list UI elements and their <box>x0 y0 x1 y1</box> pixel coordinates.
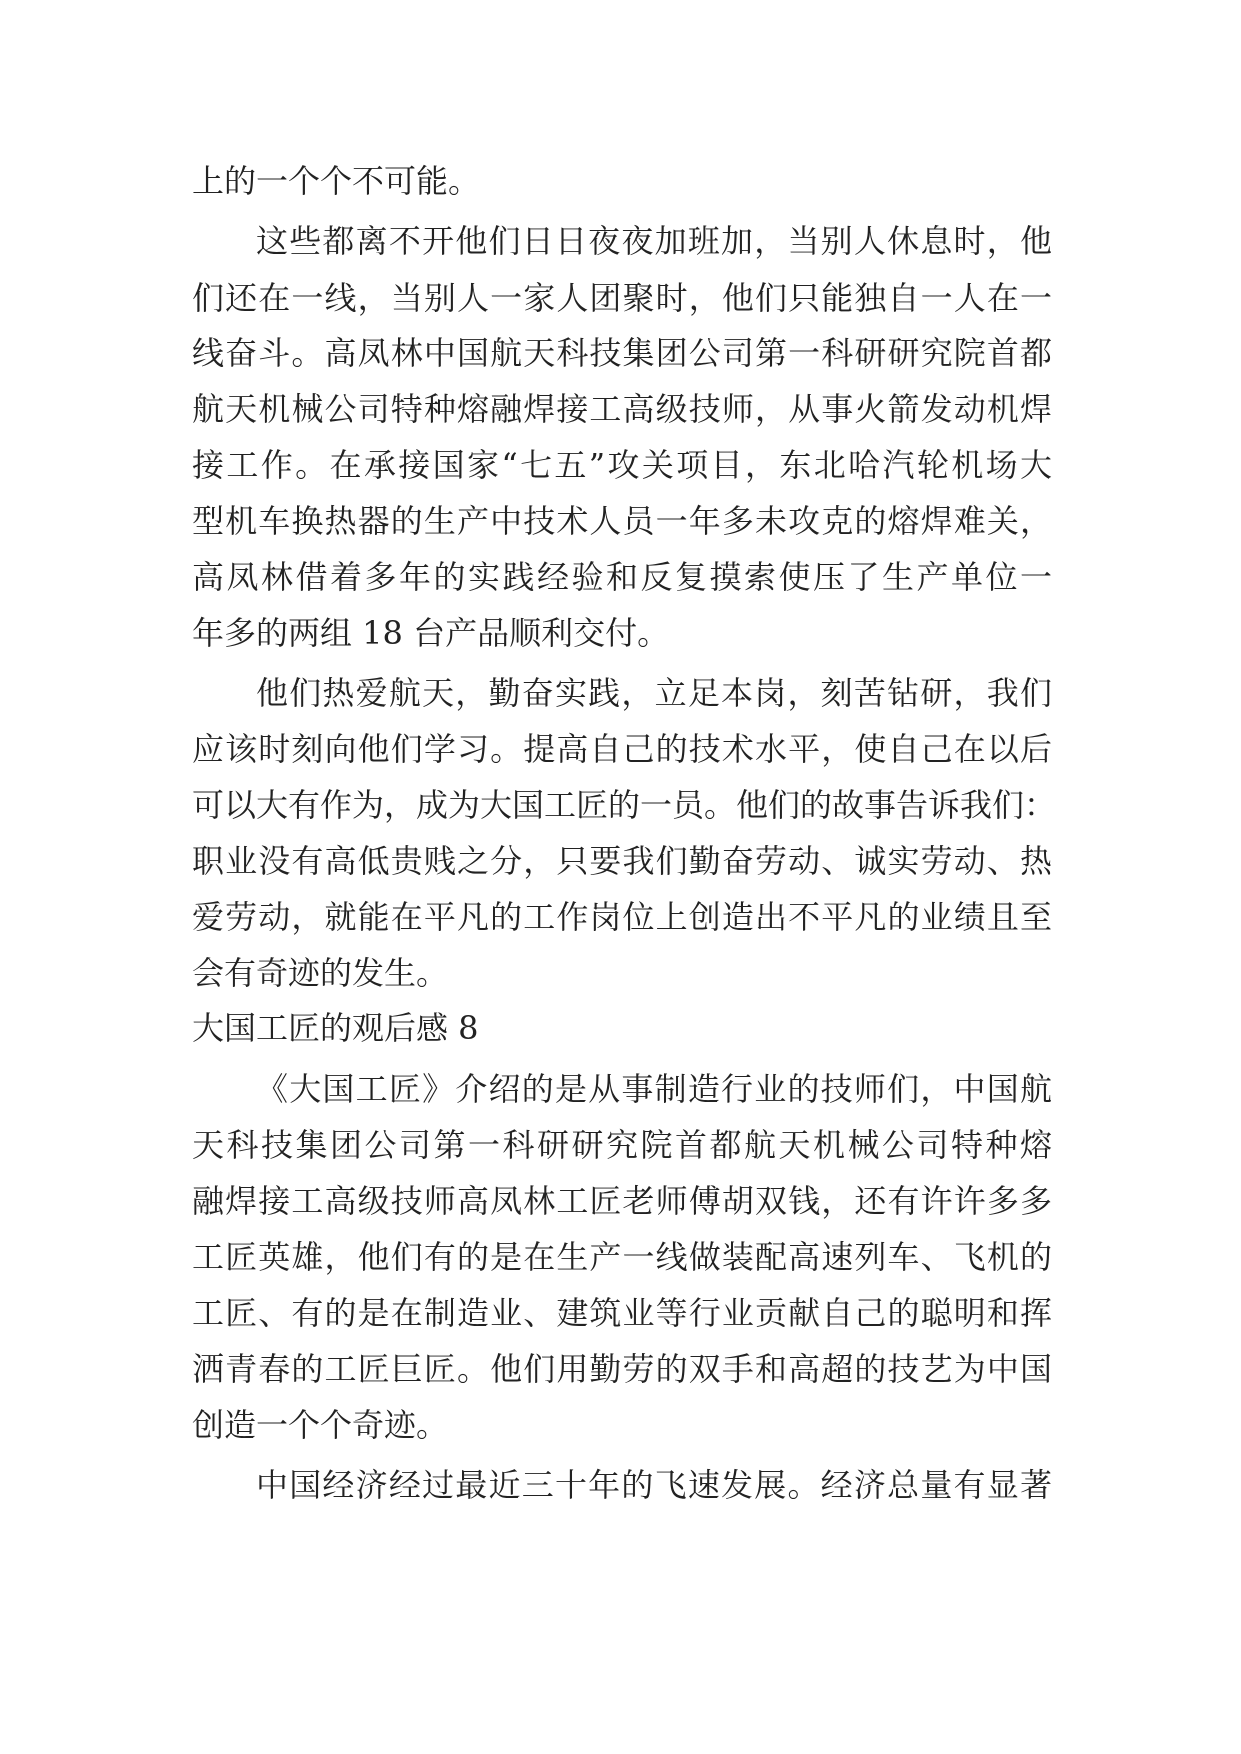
text-line: 型机车换热器的生产中技术人员一年多未攻克的熔焊难关， <box>192 502 1052 540</box>
text-line: 工匠英雄，他们有的是在生产一线做装配高速列车、飞机的 <box>192 1238 1052 1276</box>
text-line: 会有奇迹的发生。 <box>192 954 449 992</box>
paragraph-first-line: 《大国工匠》介绍的是从事制造行业的技师们，中国航 <box>256 1070 1052 1108</box>
text-line: 爱劳动，就能在平凡的工作岗位上创造出不平凡的业绩且至 <box>192 898 1052 936</box>
text-line: 融焊接工高级技师高凤林工匠老师傅胡双钱，还有许许多多 <box>192 1182 1052 1220</box>
paragraph-first-line: 中国经济经过最近三十年的飞速发展。经济总量有显著 <box>256 1466 1052 1504</box>
text-line: 职业没有高低贵贱之分，只要我们勤奋劳动、诚实劳动、热 <box>192 842 1052 880</box>
text-line: 可以大有作为，成为大国工匠的一员。他们的故事告诉我们： <box>192 786 1057 824</box>
text-line: 航天机械公司特种熔融焊接工高级技师，从事火箭发动机焊 <box>192 390 1052 428</box>
paragraph-first-line: 这些都离不开他们日日夜夜加班加，当别人休息时，他 <box>256 222 1052 260</box>
text-line: 高凤林借着多年的实践经验和反复摸索使压了生产单位一 <box>192 558 1052 596</box>
text-line: 创造一个个奇迹。 <box>192 1406 449 1444</box>
paragraph-first-line: 他们热爱航天，勤奋实践，立足本岗，刻苦钻研，我们 <box>256 674 1052 712</box>
text-line: 年多的两组 18 台产品顺利交付。 <box>192 614 670 652</box>
text-line: 工匠、有的是在制造业、建筑业等行业贡献自己的聪明和挥 <box>192 1294 1052 1332</box>
text-line: 接工作。在承接国家“七五”攻关项目，东北哈汽轮机场大 <box>192 446 1052 484</box>
section-heading: 大国工匠的观后感 8 <box>192 1009 479 1047</box>
text-line: 们还在一线，当别人一家人团聚时，他们只能独自一人在一 <box>192 279 1052 317</box>
text-line: 天科技集团公司第一科研研究院首都航天机械公司特种熔 <box>192 1126 1052 1164</box>
text-line: 上的一个个不可能。 <box>192 162 481 200</box>
text-line: 洒青春的工匠巨匠。他们用勤劳的双手和高超的技艺为中国 <box>192 1350 1052 1388</box>
text-line: 线奋斗。高凤林中国航天科技集团公司第一科研研究院首都 <box>192 334 1052 372</box>
text-line: 应该时刻向他们学习。提高自己的技术水平，使自己在以后 <box>192 730 1052 768</box>
